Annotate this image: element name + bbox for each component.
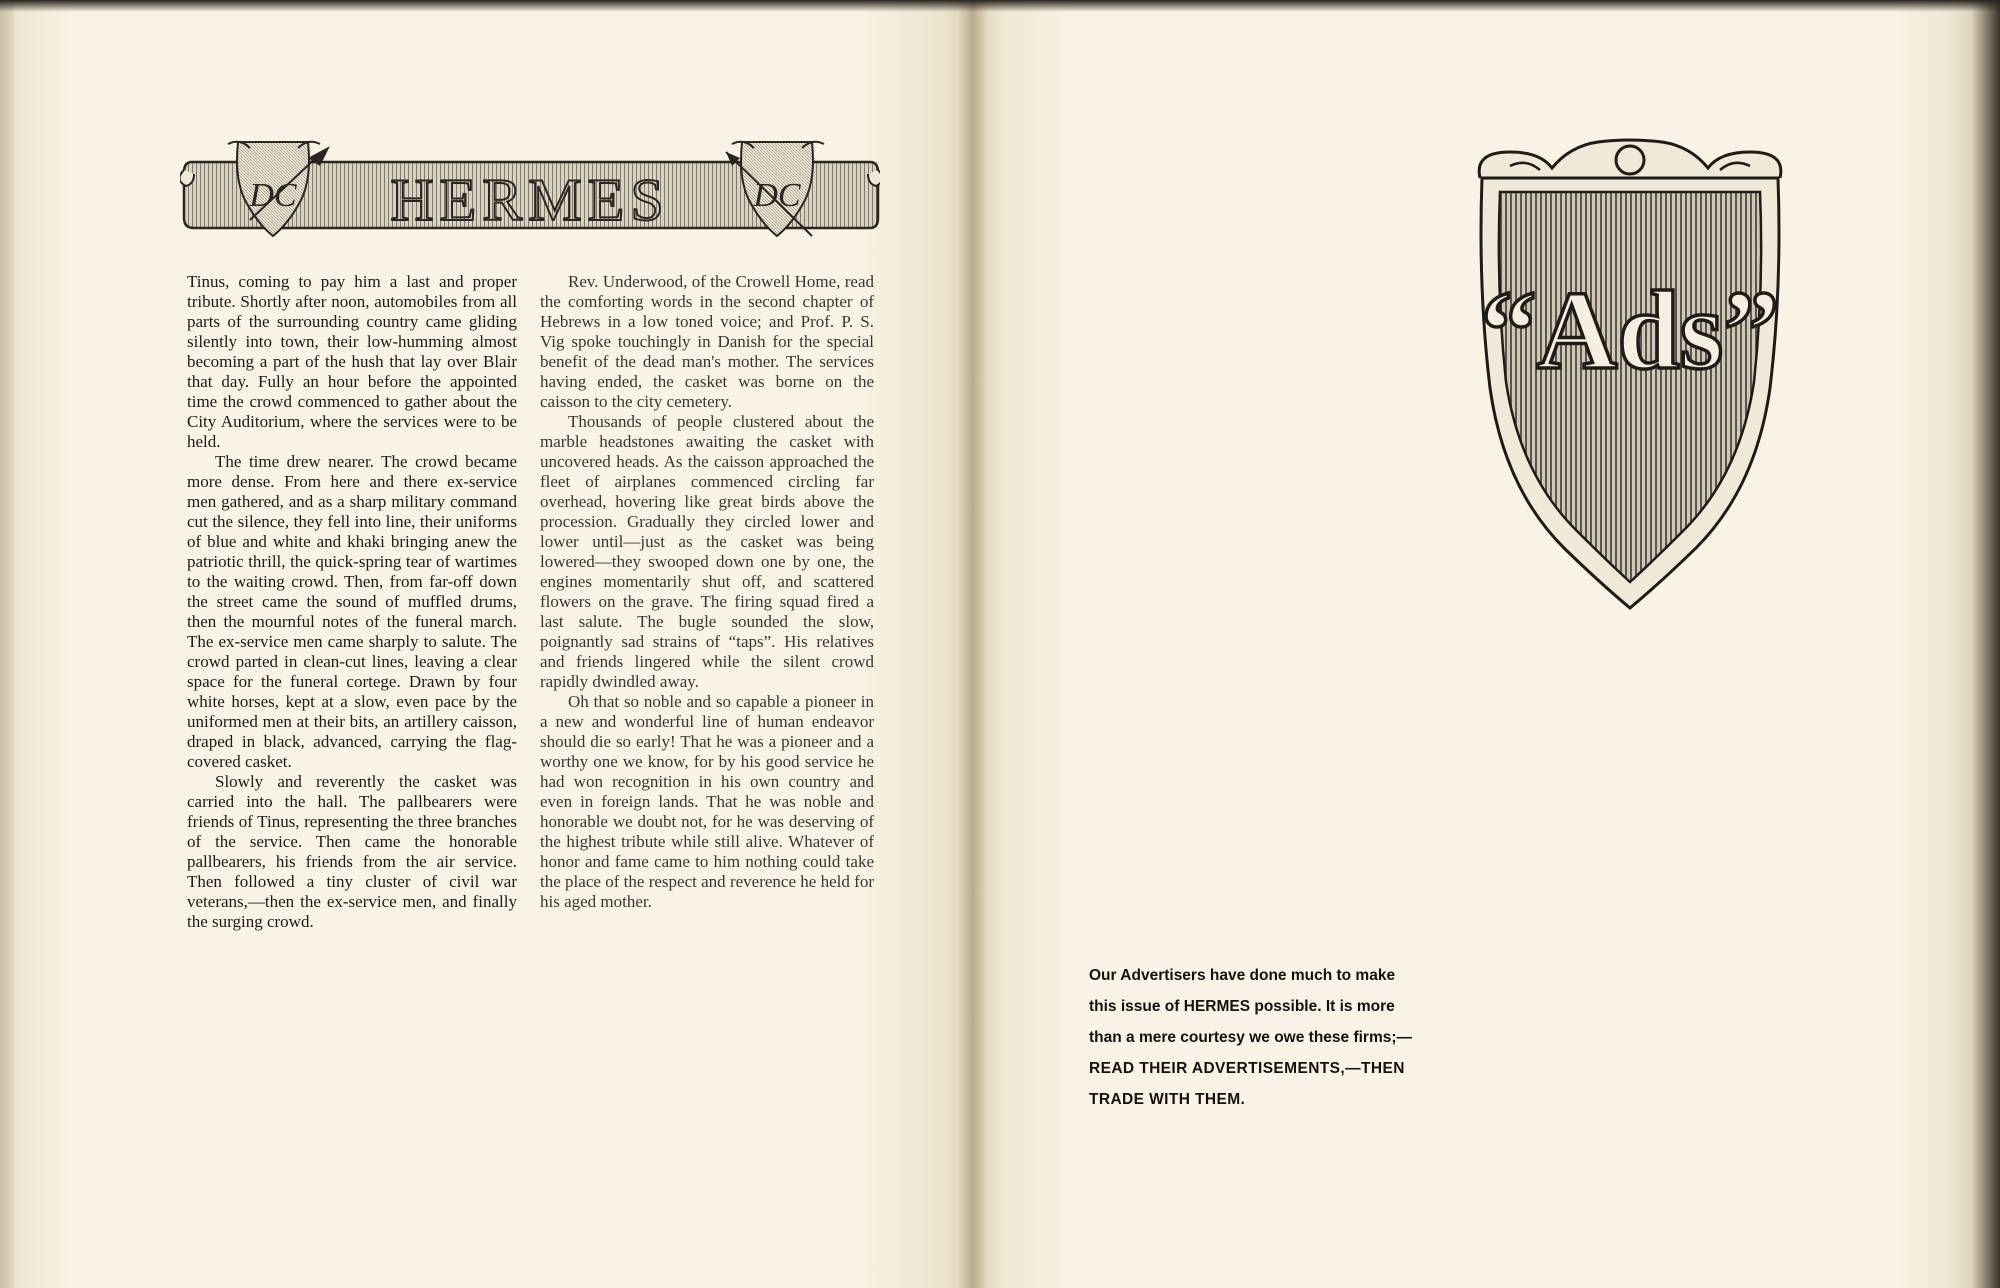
article-column-1 bbox=[187, 272, 517, 932]
book-left-edge bbox=[0, 0, 14, 1288]
col1-paragraph-1: Tinus, coming to pay him a last and proper tribute. Shortly after noon, automobiles from all parts of the surrounding country came gliding silently into town, their low-humming almost becoming a part of the hush that lay over Blair that day. Fully an hour before the appointed time the crowd commenced to gather about the City Auditorium, where the services were to be held. bbox=[187, 272, 517, 451]
col2-paragraph-2: Thousands of people clustered about the marble headstones awaiting the casket with uncovered heads. As the caisson approached the fleet of airplanes commenced circling far overhead, hovering like great birds above the procession. Gradually they circled lower and lower until—just as the casket was being lowered—they swooped down one by one, the engines momentarily shut off, and scattered flowers on the grave. The firing squad fired a last salute. The bugle sounded the slow, poignantly sad strains of “taps”. His relatives and friends lingered while the silent crowd rapidly dwindled away. bbox=[540, 412, 874, 691]
book-right-edge bbox=[1972, 0, 2000, 1288]
gutter-shadow bbox=[958, 0, 988, 1288]
advertisers-notice bbox=[1089, 960, 1479, 1115]
right-monogram: DC bbox=[753, 177, 801, 214]
banner-title: HERMES bbox=[390, 167, 670, 233]
book-top-edge bbox=[0, 0, 2000, 12]
hermes-banner-graphic bbox=[180, 140, 880, 250]
notice-line-4: READ THEIR ADVERTISEMENTS,—THEN bbox=[1089, 1060, 1405, 1077]
notice-line-1: Our Advertisers have done much to make bbox=[1089, 967, 1396, 984]
notice-line-3: than a mere courtesy we owe these firms;— bbox=[1089, 1029, 1413, 1046]
article-column-2 bbox=[540, 272, 874, 912]
col1-paragraph-3: Slowly and reverently the casket was carried into the hall. The pallbearers were friends of Tinus, representing the three branches of the service. Then came the honorable pallbearers, his friends from the air service. Then followed a tiny cluster of civil war veterans,—then the ex-service men, and finally the surging crowd. bbox=[187, 772, 517, 931]
notice-line-2: this issue of HERMES possible. It is more bbox=[1089, 998, 1395, 1015]
ads-shield-graphic bbox=[1470, 138, 1790, 618]
col2-paragraph-3: Oh that so noble and so capable a pioneer in a new and wonderful line of human endeavor should die so early! That he was a pioneer and a worthy one we know, for by his good service he had won recognition in his own country and even in foreign lands. That he was noble and honorable we doubt not, for he was deserving of the highest tribute while still alive. Whatever of honor and fame came to him nothing could take the place of the respect and reverence he held for his aged mother. bbox=[540, 692, 874, 911]
notice-line-5: TRADE WITH THEM. bbox=[1089, 1091, 1246, 1108]
hermes-banner bbox=[180, 140, 880, 250]
col1-paragraph-2: The time drew nearer. The crowd became more dense. From here and there ex-service men gathered, and as a sharp military command cut the silence, they fell into line, their uniforms of blue and white and khaki bringing anew the patriotic thrill, the quick-spring tear of wartimes to the waiting crowd. Then, from far-off down the street came the sound of muffled drums, then the mournful notes of the funeral march. The ex-service men came sharply to salute. The crowd parted in clean-cut lines, leaving a clear space for the funeral cortege. Drawn by four white horses, kept at a slow, even pace by the uniformed men at their bits, an artillery caisson, draped in black, advanced, carrying the flag-covered casket. bbox=[187, 452, 517, 771]
left-monogram: DC bbox=[249, 177, 297, 214]
ads-label: “Ads” bbox=[1480, 269, 1780, 393]
ads-shield-emblem bbox=[1470, 138, 1790, 618]
col2-paragraph-1: Rev. Underwood, of the Crowell Home, read the comforting words in the second chapter of Hebrews in a low toned voice; and Prof. P. S. Vig spoke touchingly in Danish for the special benefit of the dead man's mother. The services having ended, the casket was borne on the caisson to the city cemetery. bbox=[540, 272, 874, 411]
